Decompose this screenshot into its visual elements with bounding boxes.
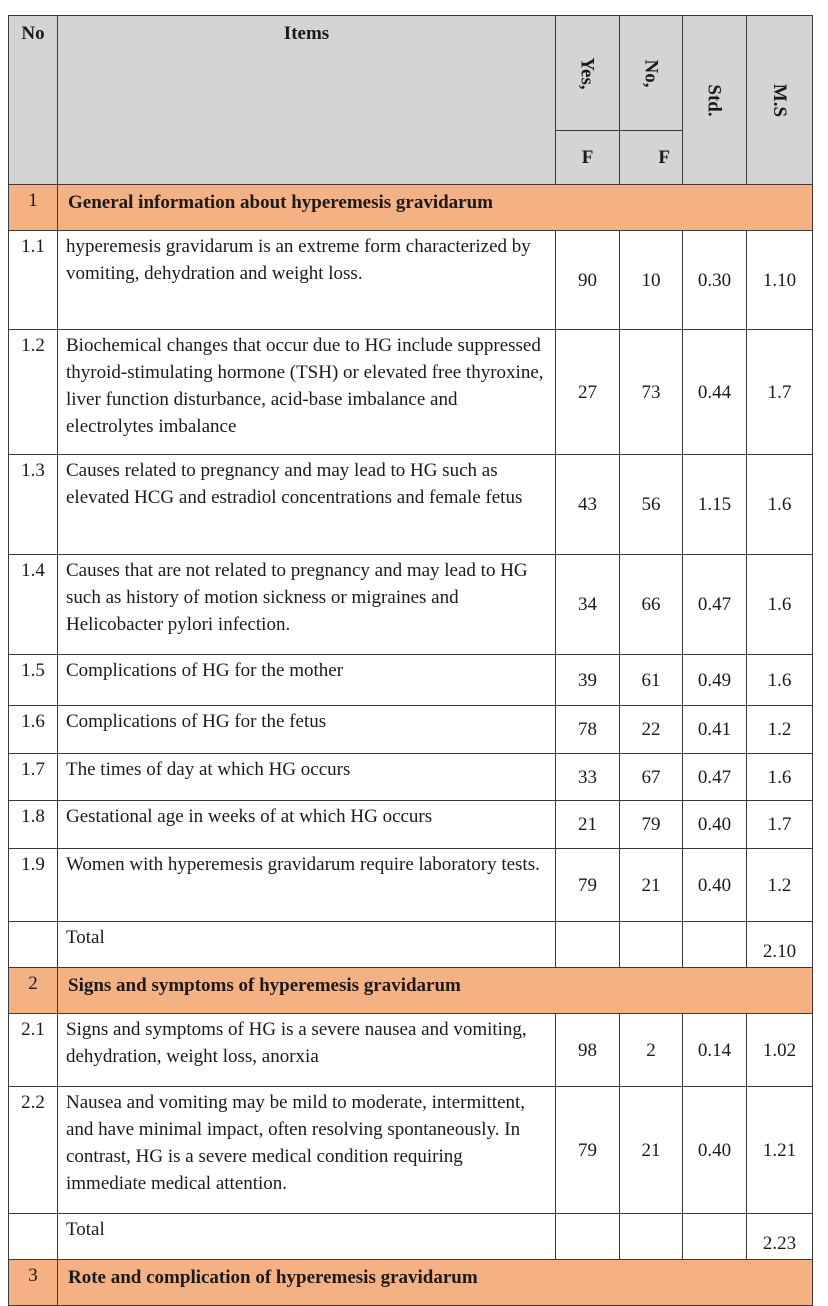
row-number: 1.4 bbox=[9, 555, 58, 655]
row-item-text: Complications of HG for the fetus bbox=[58, 706, 556, 754]
section-row bbox=[9, 1260, 813, 1306]
row-yes-f: 34 bbox=[556, 555, 620, 655]
section-row bbox=[9, 968, 813, 1014]
row-ms: 1.10 bbox=[747, 231, 813, 330]
row-no-f: 10 bbox=[620, 231, 683, 330]
total-std bbox=[683, 922, 747, 968]
row-number: 2.1 bbox=[9, 1014, 58, 1087]
total-number bbox=[9, 922, 58, 968]
total-no bbox=[620, 922, 683, 968]
row-std: 0.47 bbox=[683, 754, 747, 801]
table-row bbox=[9, 231, 813, 330]
row-yes-f: 39 bbox=[556, 655, 620, 706]
section-title: General information about hyperemesis gravidarum bbox=[58, 185, 813, 231]
header-items: Items bbox=[58, 16, 556, 185]
row-yes-f: 43 bbox=[556, 455, 620, 555]
row-item-text: Nausea and vomiting may be mild to moderate, intermittent, and have minimal impact, often resolving spontaneously. In contrast, HG is a severe medical condition requiring immediate medical attention. bbox=[58, 1087, 556, 1214]
row-no-f: 66 bbox=[620, 555, 683, 655]
header-no-col: No, bbox=[620, 16, 683, 131]
table-row bbox=[9, 655, 813, 706]
table-row bbox=[9, 555, 813, 655]
row-no-f: 73 bbox=[620, 330, 683, 455]
section-row bbox=[9, 185, 813, 231]
row-no-f: 56 bbox=[620, 455, 683, 555]
total-row bbox=[9, 922, 813, 968]
total-row bbox=[9, 1214, 813, 1260]
header-no: No bbox=[9, 16, 58, 185]
table-row bbox=[9, 330, 813, 455]
row-number: 1.3 bbox=[9, 455, 58, 555]
row-item-text: Causes related to pregnancy and may lead to HG such as elevated HCG and estradiol concentrations and female fetus bbox=[58, 455, 556, 555]
row-no-f: 21 bbox=[620, 849, 683, 922]
row-number: 1.7 bbox=[9, 754, 58, 801]
row-ms: 1.02 bbox=[747, 1014, 813, 1087]
row-no-f: 67 bbox=[620, 754, 683, 801]
row-yes-f: 79 bbox=[556, 1087, 620, 1214]
row-ms: 1.7 bbox=[747, 801, 813, 849]
row-number: 1.5 bbox=[9, 655, 58, 706]
section-number: 1 bbox=[9, 185, 58, 231]
row-number: 2.2 bbox=[9, 1087, 58, 1214]
row-number: 1.9 bbox=[9, 849, 58, 922]
row-item-text: Complications of HG for the mother bbox=[58, 655, 556, 706]
results-table bbox=[8, 15, 813, 1306]
row-yes-f: 98 bbox=[556, 1014, 620, 1087]
row-ms: 1.6 bbox=[747, 655, 813, 706]
table-row bbox=[9, 706, 813, 754]
header-no-f: F bbox=[620, 131, 683, 185]
row-yes-f: 79 bbox=[556, 849, 620, 922]
row-std: 0.30 bbox=[683, 231, 747, 330]
row-yes-f: 33 bbox=[556, 754, 620, 801]
row-std: 0.14 bbox=[683, 1014, 747, 1087]
total-yes bbox=[556, 1214, 620, 1260]
total-yes bbox=[556, 922, 620, 968]
row-std: 0.40 bbox=[683, 801, 747, 849]
table-row bbox=[9, 1087, 813, 1214]
row-item-text: hyperemesis gravidarum is an extreme form characterized by vomiting, dehydration and weight loss. bbox=[58, 231, 556, 330]
row-item-text: The times of day at which HG occurs bbox=[58, 754, 556, 801]
section-number: 2 bbox=[9, 968, 58, 1014]
header-ms: M.S bbox=[747, 16, 813, 185]
row-ms: 1.6 bbox=[747, 455, 813, 555]
total-no bbox=[620, 1214, 683, 1260]
total-std bbox=[683, 1214, 747, 1260]
header-yes-f: F bbox=[556, 131, 620, 185]
row-no-f: 61 bbox=[620, 655, 683, 706]
row-yes-f: 21 bbox=[556, 801, 620, 849]
row-number: 1.2 bbox=[9, 330, 58, 455]
total-label: Total bbox=[58, 922, 556, 968]
row-std: 0.44 bbox=[683, 330, 747, 455]
row-item-text: Women with hyperemesis gravidarum require laboratory tests. bbox=[58, 849, 556, 922]
row-no-f: 2 bbox=[620, 1014, 683, 1087]
row-ms: 1.6 bbox=[747, 754, 813, 801]
row-std: 0.41 bbox=[683, 706, 747, 754]
table-row bbox=[9, 849, 813, 922]
row-item-text: Biochemical changes that occur due to HG include suppressed thyroid-stimulating hormone (TSH) or elevated free thyroxine, liver function disturbance, acid-base imbalance and electrolytes imbalance bbox=[58, 330, 556, 455]
row-yes-f: 27 bbox=[556, 330, 620, 455]
row-number: 1.1 bbox=[9, 231, 58, 330]
row-number: 1.6 bbox=[9, 706, 58, 754]
row-std: 0.40 bbox=[683, 849, 747, 922]
row-item-text: Signs and symptoms of HG is a severe nausea and vomiting, dehydration, weight loss, anorxia bbox=[58, 1014, 556, 1087]
header-std: Std. bbox=[683, 16, 747, 185]
row-item-text: Causes that are not related to pregnancy and may lead to HG such as history of motion sickness or migraines and Helicobacter pylori infection. bbox=[58, 555, 556, 655]
row-ms: 1.7 bbox=[747, 330, 813, 455]
total-ms: 2.10 bbox=[747, 922, 813, 968]
table-row bbox=[9, 754, 813, 801]
row-no-f: 21 bbox=[620, 1087, 683, 1214]
section-number: 3 bbox=[9, 1260, 58, 1306]
table-row bbox=[9, 455, 813, 555]
row-no-f: 79 bbox=[620, 801, 683, 849]
row-std: 1.15 bbox=[683, 455, 747, 555]
row-no-f: 22 bbox=[620, 706, 683, 754]
total-label: Total bbox=[58, 1214, 556, 1260]
section-title: Rote and complication of hyperemesis gravidarum bbox=[58, 1260, 813, 1306]
row-ms: 1.2 bbox=[747, 706, 813, 754]
row-std: 0.47 bbox=[683, 555, 747, 655]
row-yes-f: 78 bbox=[556, 706, 620, 754]
section-title: Signs and symptoms of hyperemesis gravidarum bbox=[58, 968, 813, 1014]
row-ms: 1.2 bbox=[747, 849, 813, 922]
table-row bbox=[9, 801, 813, 849]
table-row bbox=[9, 1014, 813, 1087]
row-std: 0.49 bbox=[683, 655, 747, 706]
row-yes-f: 90 bbox=[556, 231, 620, 330]
row-ms: 1.21 bbox=[747, 1087, 813, 1214]
header-yes: Yes, bbox=[556, 16, 620, 131]
row-ms: 1.6 bbox=[747, 555, 813, 655]
total-number bbox=[9, 1214, 58, 1260]
row-item-text: Gestational age in weeks of at which HG occurs bbox=[58, 801, 556, 849]
row-std: 0.40 bbox=[683, 1087, 747, 1214]
total-ms: 2.23 bbox=[747, 1214, 813, 1260]
row-number: 1.8 bbox=[9, 801, 58, 849]
